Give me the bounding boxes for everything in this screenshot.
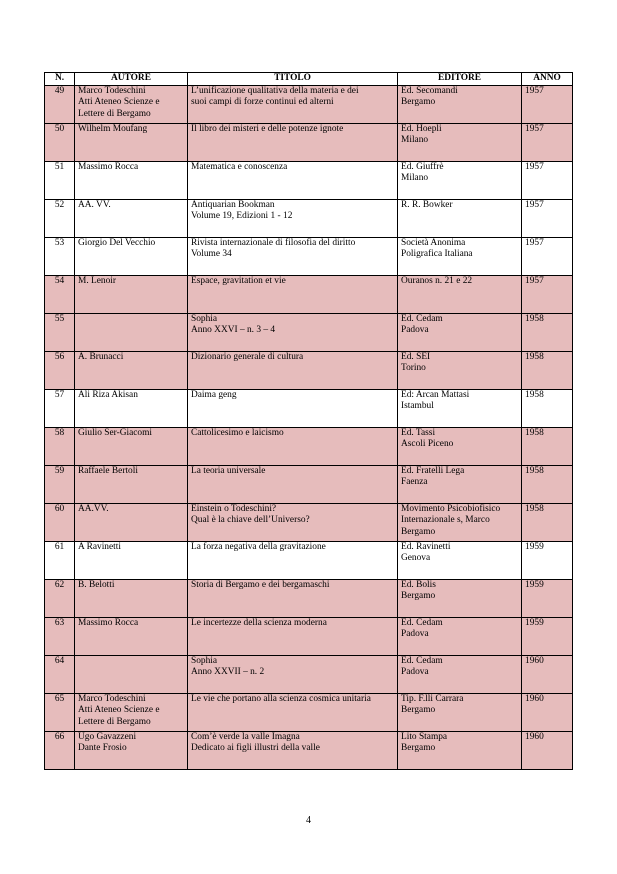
- cell-titolo: [188, 276, 398, 314]
- cell-line: Com’è verde la valle Imagna: [191, 732, 300, 742]
- cell-autore: [75, 86, 188, 124]
- cell-line: Rivista internazionale di filosofia del diritto: [191, 238, 356, 248]
- cell-line: Istambul: [401, 401, 434, 412]
- cell-line: Bergamo: [401, 526, 436, 537]
- cell-line: Lettere di Bergamo: [78, 716, 151, 727]
- cell-line: Raffaele Bertoli: [78, 466, 138, 476]
- cell-line: Padova: [401, 667, 429, 678]
- table-row: [45, 124, 573, 162]
- cell-line: Lito Stampa: [401, 732, 448, 742]
- cell-line: Massimo Rocca: [78, 162, 139, 172]
- cell-anno: 1960: [522, 694, 573, 732]
- cell-line: Ali Riza Akisan: [78, 390, 138, 400]
- cell-line: Padova: [401, 325, 429, 336]
- cell-titolo: [188, 580, 398, 618]
- table-row: [45, 238, 573, 276]
- cell-n: 66: [45, 732, 75, 770]
- cell-editore: [398, 86, 522, 124]
- cell-line: Giorgio Del Vecchio: [78, 238, 156, 248]
- cell-line: Wilhelm Moufang: [78, 124, 148, 134]
- cell-anno: 1958: [522, 390, 573, 428]
- table-row: [45, 200, 573, 238]
- cell-titolo: [188, 466, 398, 504]
- cell-line: Volume 19, Edizioni 1 - 12: [191, 211, 293, 222]
- page-number: 4: [306, 815, 311, 826]
- cell-line: Ouranos n. 21 e 22: [401, 276, 473, 286]
- cell-editore: [398, 200, 522, 238]
- cell-line: Einstein o Todeschini?: [191, 504, 277, 514]
- table-row: [45, 314, 573, 352]
- cell-line: Cattolicesimo e laicismo: [191, 428, 284, 438]
- cell-titolo: [188, 238, 398, 276]
- cell-anno: 1959: [522, 618, 573, 656]
- cell-autore: [75, 542, 188, 580]
- cell-line: Ed. Cedam: [401, 656, 443, 666]
- cell-anno: 1957: [522, 276, 573, 314]
- cell-n: 63: [45, 618, 75, 656]
- cell-line: R. R. Bowker: [401, 200, 453, 210]
- cell-line: Matematica e conoscenza: [191, 162, 288, 172]
- table-row: [45, 352, 573, 390]
- table-row: [45, 732, 573, 770]
- cell-line: Massimo Rocca: [78, 618, 139, 628]
- cell-titolo: [188, 200, 398, 238]
- cell-editore: [398, 162, 522, 200]
- cell-line: Ed. Giuffrè: [401, 162, 444, 172]
- cell-n: 56: [45, 352, 75, 390]
- cell-autore: [75, 504, 188, 542]
- header-n: N.: [45, 73, 75, 86]
- cell-line: Ed. Cedam: [401, 314, 443, 324]
- cell-autore: [75, 428, 188, 466]
- table-row: [45, 542, 573, 580]
- cell-titolo: [188, 732, 398, 770]
- cell-line: Anno XXVI – n. 3 – 4: [191, 325, 276, 336]
- cell-line: Ugo Gavazzeni: [78, 732, 137, 742]
- cell-titolo: [188, 86, 398, 124]
- cell-line: Ed. Fratelli Lega: [401, 466, 465, 476]
- cell-editore: [398, 542, 522, 580]
- cell-anno: 1958: [522, 352, 573, 390]
- cell-n: 65: [45, 694, 75, 732]
- cell-editore: [398, 618, 522, 656]
- table-row: [45, 580, 573, 618]
- cell-n: 55: [45, 314, 75, 352]
- cell-line: suoi campi di forze continui ed alterni: [191, 97, 334, 108]
- cell-editore: [398, 504, 522, 542]
- cell-anno: 1957: [522, 124, 573, 162]
- cell-autore: [75, 276, 188, 314]
- cell-titolo: [188, 390, 398, 428]
- cell-line: Poligrafica Italiana: [401, 249, 473, 260]
- cell-line: Torino: [401, 363, 426, 374]
- cell-titolo: [188, 656, 398, 694]
- cell-titolo: [188, 542, 398, 580]
- cell-line: M. Lenoir: [78, 276, 117, 286]
- cell-editore: [398, 694, 522, 732]
- cell-line: La forza negativa della gravitazione: [191, 542, 326, 552]
- cell-n: 51: [45, 162, 75, 200]
- cell-n: 57: [45, 390, 75, 428]
- cell-editore: [398, 352, 522, 390]
- cell-line: Bergamo: [401, 705, 436, 716]
- cell-anno: 1957: [522, 200, 573, 238]
- cell-n: 53: [45, 238, 75, 276]
- header-autore: AUTORE: [75, 73, 188, 86]
- cell-anno: 1957: [522, 86, 573, 124]
- cell-editore: [398, 276, 522, 314]
- cell-line: Società Anonima: [401, 238, 466, 248]
- cell-editore: [398, 428, 522, 466]
- cell-autore: [75, 580, 188, 618]
- cell-line: Le vie che portano alla scienza cosmica unitaria: [191, 694, 371, 704]
- cell-line: Ed. Tassi: [401, 428, 436, 438]
- cell-line: Milano: [401, 173, 429, 184]
- cell-line: Ed. Ravinetti: [401, 542, 451, 552]
- cell-autore: [75, 124, 188, 162]
- cell-n: 60: [45, 504, 75, 542]
- cell-anno: 1960: [522, 656, 573, 694]
- cell-editore: [398, 732, 522, 770]
- cell-line: Bergamo: [401, 591, 436, 602]
- cell-titolo: [188, 428, 398, 466]
- cell-anno: 1958: [522, 504, 573, 542]
- header-anno: ANNO: [522, 73, 573, 86]
- table-row: [45, 276, 573, 314]
- cell-line: Ascoli Piceno: [401, 439, 454, 450]
- header-row: [45, 73, 573, 86]
- table-row: [45, 618, 573, 656]
- cell-autore: [75, 732, 188, 770]
- cell-line: Ed. SEI: [401, 352, 431, 362]
- cell-line: Internazionale s, Marco: [401, 515, 490, 526]
- cell-line: Tip. F.lli Carrara: [401, 694, 464, 704]
- cell-line: L’unificazione qualitativa della materia e dei: [191, 86, 359, 96]
- cell-autore: [75, 238, 188, 276]
- cell-editore: [398, 580, 522, 618]
- cell-n: 58: [45, 428, 75, 466]
- cell-line: A. Brunacci: [78, 352, 124, 362]
- table-row: [45, 86, 573, 124]
- table-row: [45, 162, 573, 200]
- cell-n: 49: [45, 86, 75, 124]
- cell-line: Sophia: [191, 656, 218, 666]
- cell-n: 61: [45, 542, 75, 580]
- cell-line: Ed: Arcan Mattasi: [401, 390, 470, 400]
- cell-editore: [398, 238, 522, 276]
- cell-line: A Ravinetti: [78, 542, 121, 552]
- cell-line: Atti Ateneo Scienze e: [78, 705, 160, 716]
- cell-titolo: [188, 124, 398, 162]
- cell-titolo: [188, 504, 398, 542]
- cell-line: Marco Todeschini: [78, 694, 146, 704]
- cell-line: Ed. Bolis: [401, 580, 436, 590]
- cell-titolo: [188, 352, 398, 390]
- cell-line: Bergamo: [401, 743, 436, 754]
- cell-line: Ed. Secomandi: [401, 86, 458, 96]
- table-row: [45, 428, 573, 466]
- cell-line: Espace, gravitation et vie: [191, 276, 286, 286]
- cell-line: Marco Todeschini: [78, 86, 146, 96]
- cell-line: Volume 34: [191, 249, 232, 260]
- header-editore: EDITORE: [398, 73, 522, 86]
- cell-n: 64: [45, 656, 75, 694]
- cell-autore: [75, 656, 188, 694]
- table-row: [45, 390, 573, 428]
- cell-line: Le incertezze della scienza moderna: [191, 618, 327, 628]
- header-titolo: TITOLO: [188, 73, 398, 86]
- table-row: [45, 466, 573, 504]
- cell-editore: [398, 656, 522, 694]
- cell-titolo: [188, 618, 398, 656]
- cell-line: Bergamo: [401, 97, 436, 108]
- table-row: [45, 694, 573, 732]
- table-row: [45, 504, 573, 542]
- cell-anno: 1960: [522, 732, 573, 770]
- cell-n: 62: [45, 580, 75, 618]
- cell-line: Milano: [401, 135, 429, 146]
- cell-line: AA.VV.: [78, 504, 109, 514]
- cell-autore: [75, 162, 188, 200]
- cell-titolo: [188, 162, 398, 200]
- cell-line: Il libro dei misteri e delle potenze ignote: [191, 124, 344, 134]
- cell-anno: 1958: [522, 466, 573, 504]
- cell-line: AA. VV.: [78, 200, 111, 210]
- cell-titolo: [188, 314, 398, 352]
- cell-anno: 1959: [522, 542, 573, 580]
- cell-anno: 1958: [522, 428, 573, 466]
- cell-line: Sophia: [191, 314, 218, 324]
- cell-line: Lettere di Bergamo: [78, 108, 151, 119]
- cell-line: Anno XXVII – n. 2: [191, 667, 265, 678]
- cell-line: Storia di Bergamo e dei bergamaschi: [191, 580, 330, 590]
- cell-autore: [75, 314, 188, 352]
- cell-anno: 1957: [522, 238, 573, 276]
- cell-line: Dante Frosio: [78, 743, 127, 754]
- cell-anno: 1957: [522, 162, 573, 200]
- cell-editore: [398, 390, 522, 428]
- cell-line: B. Belotti: [78, 580, 115, 590]
- cell-line: Atti Ateneo Scienze e: [78, 97, 160, 108]
- cell-autore: [75, 200, 188, 238]
- cell-line: Movimento Psicobiofisico: [401, 504, 501, 514]
- cell-autore: [75, 466, 188, 504]
- cell-autore: [75, 352, 188, 390]
- cell-anno: 1959: [522, 580, 573, 618]
- table-row: [45, 656, 573, 694]
- cell-editore: [398, 314, 522, 352]
- cell-n: 59: [45, 466, 75, 504]
- table-body: [45, 86, 573, 770]
- cell-line: Padova: [401, 629, 429, 640]
- cell-n: 50: [45, 124, 75, 162]
- cell-n: 54: [45, 276, 75, 314]
- cell-autore: [75, 390, 188, 428]
- cell-anno: 1958: [522, 314, 573, 352]
- catalog-table: [44, 72, 573, 770]
- cell-line: La teoria universale: [191, 466, 266, 476]
- cell-line: Qual è la chiave dell’Universo?: [191, 515, 310, 526]
- cell-editore: [398, 124, 522, 162]
- cell-line: Ed. Cedam: [401, 618, 443, 628]
- cell-line: Antiquarian Bookman: [191, 200, 275, 210]
- cell-n: 52: [45, 200, 75, 238]
- cell-line: Daima geng: [191, 390, 237, 400]
- cell-autore: [75, 618, 188, 656]
- cell-autore: [75, 694, 188, 732]
- cell-line: Dedicato ai figli illustri della valle: [191, 743, 320, 754]
- cell-line: Dizionario generale di cultura: [191, 352, 304, 362]
- cell-line: Genova: [401, 553, 431, 564]
- cell-editore: [398, 466, 522, 504]
- cell-line: Ed. Hoepli: [401, 124, 442, 134]
- cell-line: Faenza: [401, 477, 428, 488]
- cell-titolo: [188, 694, 398, 732]
- cell-line: Giulio Ser-Giacomi: [78, 428, 153, 438]
